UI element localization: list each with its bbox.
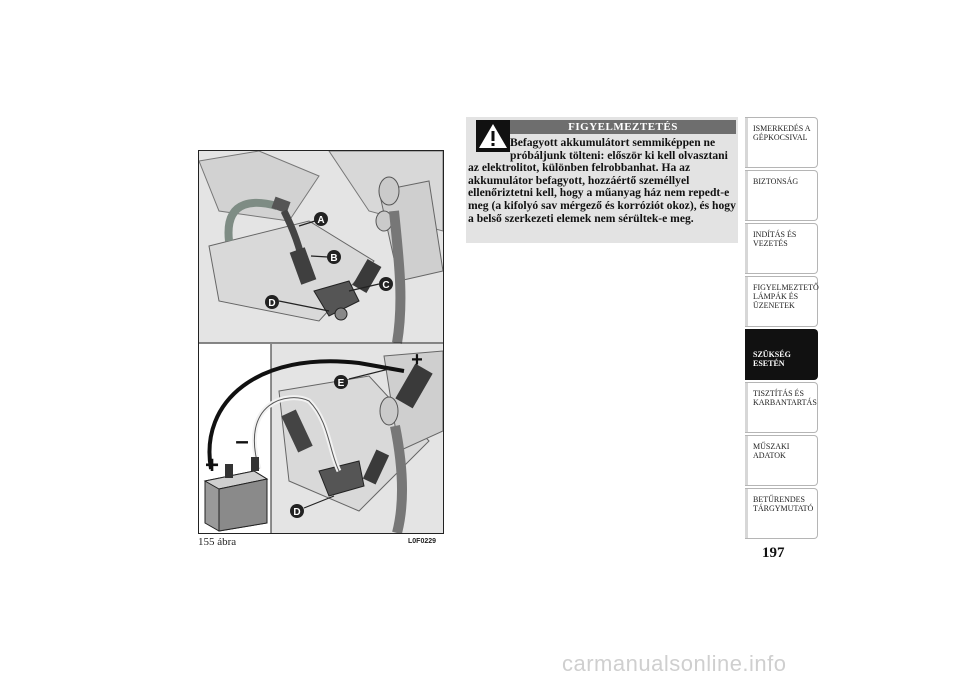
label-d2: D bbox=[293, 507, 301, 518]
figure-code: L0F0229 bbox=[408, 538, 437, 545]
tab-muszaki-adatok[interactable] bbox=[745, 435, 818, 486]
warning-text: Befagyott akkumulátort semmiképpen ne próbáljunk tölteni: először ki kell olvasztani az elektrolitot, különben felrobbanhat. Ha az akkumulátor befagyott, hozzáértő személlyel ellenőriztetni kell, hogy a műanyag ház nem repedt-e meg (a kifolyó sav mérgező és korróziót okoz), és hogy a belső szerkezeti elemek nem sérültek-e meg. bbox=[468, 136, 736, 225]
tab-label: TISZTÍTÁS ÉS KARBANTARTÁS bbox=[753, 389, 817, 407]
tab-tisztitas[interactable] bbox=[745, 382, 818, 433]
figure-caption: 155 ábra bbox=[198, 536, 237, 548]
label-b: B bbox=[330, 253, 338, 264]
tab-label: FIGYELMEZTETŐ LÁMPÁK ÉS ÜZENETEK bbox=[753, 283, 819, 310]
page-number: 197 bbox=[762, 545, 785, 561]
tab-ismerkedes[interactable] bbox=[745, 117, 818, 168]
minus-sign: – bbox=[235, 428, 249, 455]
chapter-tabs bbox=[745, 117, 818, 541]
label-d: D bbox=[268, 298, 276, 309]
plus-sign-left: + bbox=[204, 452, 220, 479]
label-a: A bbox=[317, 215, 325, 226]
tab-label: MŰSZAKI ADATOK bbox=[753, 442, 790, 460]
warning-text-block bbox=[468, 137, 736, 225]
label-c: C bbox=[382, 280, 390, 291]
plus-sign-top: + bbox=[411, 349, 423, 371]
tab-label: BIZTONSÁG bbox=[753, 177, 799, 186]
label-e: E bbox=[337, 378, 345, 389]
tab-biztonsag[interactable] bbox=[745, 170, 818, 221]
tab-figyelmezteto[interactable] bbox=[745, 276, 818, 327]
battery-figure bbox=[198, 150, 444, 534]
warning-box bbox=[466, 117, 738, 243]
tab-targymutato[interactable] bbox=[745, 488, 818, 539]
watermark: carmanualsonline.info bbox=[562, 651, 787, 676]
tab-szukseg-eseten[interactable] bbox=[745, 329, 818, 380]
warning-title: FIGYELMEZTETÉS bbox=[510, 120, 736, 134]
tab-label: BETŰRENDES TÁRGYMUTATÓ bbox=[753, 495, 814, 513]
tab-inditas[interactable] bbox=[745, 223, 818, 274]
tab-label: ISMERKEDÉS A GÉPKOCSIVAL bbox=[753, 124, 811, 142]
battery-illustration bbox=[199, 151, 443, 533]
tab-label: INDÍTÁS ÉS VEZETÉS bbox=[753, 230, 797, 248]
tab-label: SZÜKSÉG ESETÉN bbox=[753, 350, 791, 368]
